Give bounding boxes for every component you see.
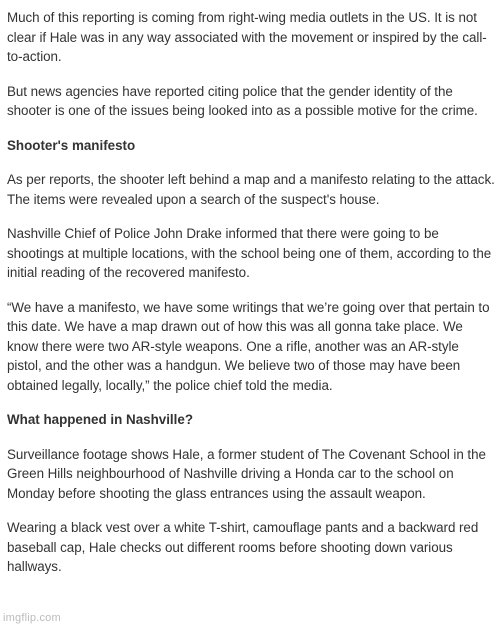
paragraph-surveillance: Surveillance footage shows Hale, a former student of The Covenant School in the Green Hills neighbourhood of Nashville driving a Honda car to the school on Monday before shooting the glass entrances using the assault weapon.: [7, 446, 486, 501]
paragraph-media-reports: Much of this reporting is coming from right-wing media outlets in the US. It is not clear if Hale was in any way associated with the movement or inspired by the call-to-action.: [7, 10, 487, 64]
article-body: [7, 8, 497, 592]
imgflip-watermark: imgflip.com: [3, 612, 61, 624]
paragraph-police-chief: Nashville Chief of Police John Drake informed that there were going to be shootings at multiple locations, with the school being one of them, according to the initial reading of the recovered manifesto.: [7, 226, 492, 280]
paragraph-vest-description: Wearing a black vest over a white T-shirt, camouflage pants and a backward red baseball cap, Hale checks out different rooms before shooting down various hallways.: [7, 520, 479, 574]
heading-shooters-manifesto: Shooter's manifesto: [7, 137, 136, 153]
paragraph-gender-identity: But news agencies have reported citing police that the gender identity of the shooter is one of the issues being looked into as a possible motive for the crime.: [7, 83, 478, 118]
paragraph-quote: “We have a manifesto, we have some writings that we’re going over that pertain to this date. We have a map drawn out of how this was all gonna take place. We know there were two AR-style weapons. One a rifle, another was an AR-style pistol, and the other was a handgun. We believe two of those may have been obtained legally, locally,” the police chief told the media.: [7, 299, 490, 393]
paragraph-map-manifesto: As per reports, the shooter left behind a map and a manifesto relating to the attack. The items were revealed upon a search of the suspect's house.: [7, 172, 495, 207]
heading-what-happened: What happened in Nashville?: [7, 412, 194, 427]
